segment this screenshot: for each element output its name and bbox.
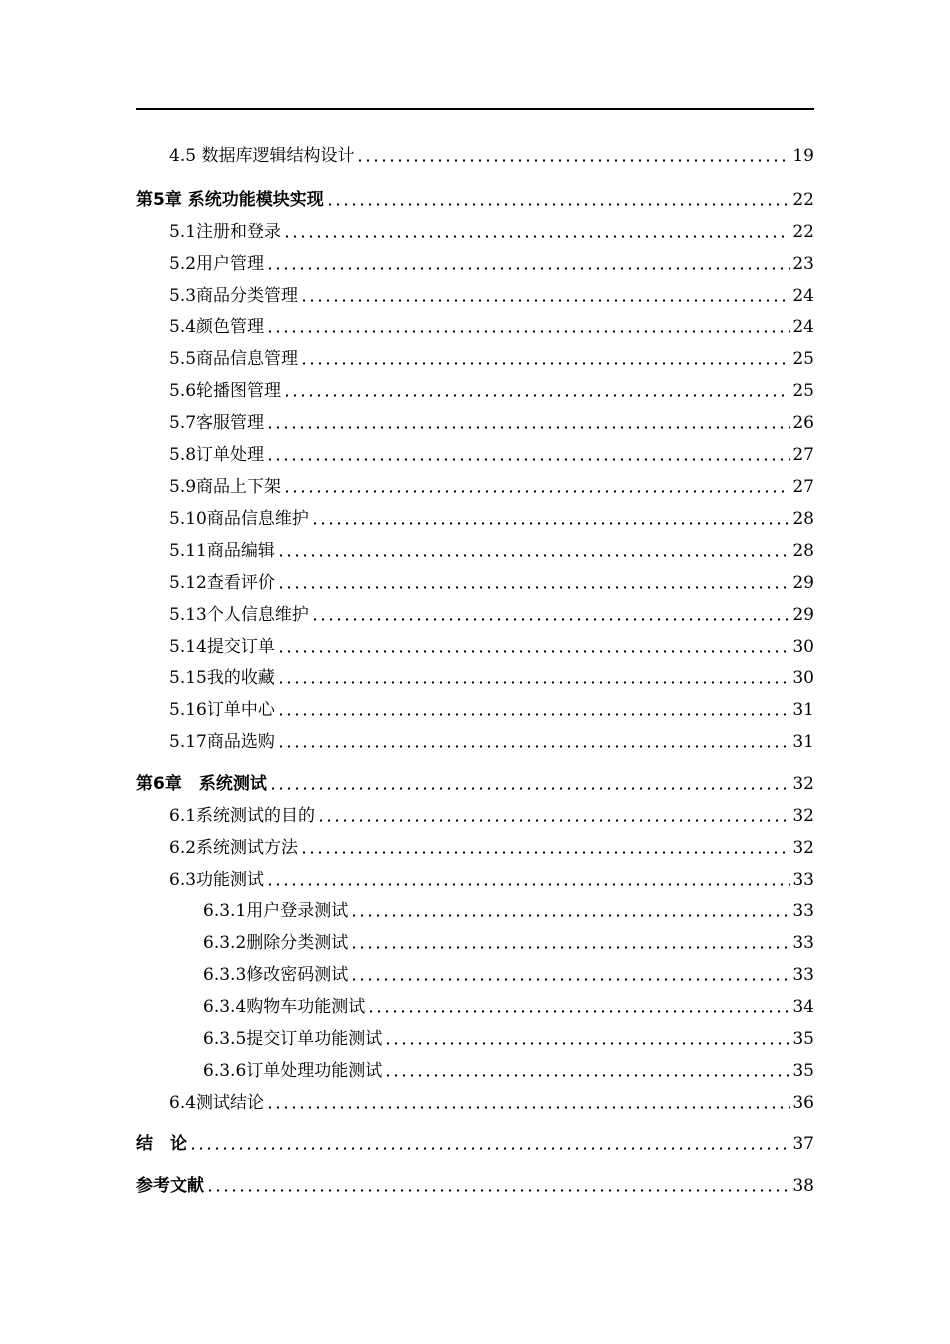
toc-entry[interactable] [136, 186, 814, 210]
toc-entry-page: 24 [792, 317, 814, 337]
toc-leader-dots [277, 586, 791, 589]
toc-entry[interactable] [136, 696, 814, 720]
toc-entry[interactable] [136, 897, 814, 921]
toc-entry[interactable] [136, 993, 814, 1017]
toc-entry-page: 27 [792, 445, 814, 465]
toc-entry-title: 6.3.5提交订单功能测试 [203, 1029, 383, 1049]
toc-leader-dots [266, 458, 790, 461]
toc-entry-page: 33 [792, 901, 814, 921]
toc-entry-title: 第5章 系统功能模块实现 [136, 190, 324, 210]
toc-entry[interactable] [136, 770, 814, 794]
toc-entry-title: 6.3.6订单处理功能测试 [203, 1061, 383, 1081]
toc-entry-page: 22 [792, 222, 814, 242]
toc-leader-dots [384, 1074, 790, 1077]
toc-entry-title: 5.6轮播图管理 [169, 381, 282, 401]
toc-leader-dots [300, 851, 790, 854]
toc-entry-page: 23 [792, 254, 814, 274]
toc-entry-title: 5.12查看评价 [169, 573, 275, 593]
toc-entry[interactable] [136, 473, 814, 497]
toc-entry-title: 6.3.2删除分类测试 [203, 933, 349, 953]
toc-entry-title: 5.3商品分类管理 [169, 286, 299, 306]
toc-entry[interactable] [136, 961, 814, 985]
toc-leader-dots [326, 203, 791, 206]
toc-entry-title: 5.5商品信息管理 [169, 349, 299, 369]
toc-entry[interactable] [136, 1057, 814, 1081]
toc-leader-dots [283, 394, 790, 397]
toc-entry[interactable] [136, 1025, 814, 1049]
toc-entry-title: 5.9商品上下架 [169, 477, 282, 497]
toc-entry-page: 35 [792, 1029, 814, 1049]
toc-leader-dots [277, 713, 791, 716]
toc-entry[interactable] [136, 834, 814, 858]
toc-leader-dots [206, 1189, 790, 1192]
toc-entry[interactable] [136, 250, 814, 274]
toc-leader-dots [384, 1042, 790, 1045]
toc-entry-page: 32 [792, 806, 814, 826]
toc-entry-title: 6.3功能测试 [169, 870, 265, 890]
toc-leader-dots [277, 681, 791, 684]
toc-entry-title: 5.7客服管理 [169, 413, 265, 433]
toc-leader-dots [311, 618, 791, 621]
toc-entry-title: 5.10商品信息维护 [169, 509, 309, 529]
toc-entry-title: 5.15我的收藏 [169, 668, 275, 688]
toc-entry[interactable] [136, 345, 814, 369]
toc-entry-page: 31 [792, 732, 814, 752]
toc-entry[interactable] [136, 601, 814, 625]
toc-entry-page: 28 [792, 509, 814, 529]
toc-entry[interactable] [136, 1089, 814, 1113]
toc-entry-title: 5.1注册和登录 [169, 222, 282, 242]
toc-leader-dots [283, 235, 790, 238]
toc-entry-title: 5.8订单处理 [169, 445, 265, 465]
toc-entry[interactable] [136, 569, 814, 593]
toc-entry-title: 6.4测试结论 [169, 1093, 265, 1113]
toc-entry-page: 29 [792, 605, 814, 625]
toc-entry[interactable] [136, 142, 814, 166]
toc-leader-dots [350, 914, 790, 917]
toc-entry[interactable] [136, 505, 814, 529]
toc-entry-title: 5.11商品编辑 [169, 541, 275, 561]
toc-entry-title: 5.17商品选购 [169, 732, 275, 752]
toc-entry-page: 33 [792, 870, 814, 890]
toc-leader-dots [367, 1010, 790, 1013]
toc-entry-page: 38 [792, 1176, 814, 1196]
toc-entry[interactable] [136, 409, 814, 433]
toc-entry-title: 5.13个人信息维护 [169, 605, 309, 625]
toc-entry-page: 33 [792, 933, 814, 953]
toc-entry-page: 30 [792, 668, 814, 688]
toc-leader-dots [266, 1106, 790, 1109]
toc-leader-dots [311, 522, 791, 525]
toc-leader-dots [189, 1147, 790, 1150]
toc-entry-page: 27 [792, 477, 814, 497]
toc-entry[interactable] [136, 929, 814, 953]
toc-entry-title: 6.2系统测试方法 [169, 838, 299, 858]
toc-leader-dots [266, 426, 790, 429]
toc-leader-dots [283, 490, 790, 493]
toc-leader-dots [300, 362, 790, 365]
toc-entry[interactable] [136, 866, 814, 890]
toc-leader-dots [356, 159, 790, 162]
toc-entry-title: 5.2用户管理 [169, 254, 265, 274]
toc-entry-page: 30 [792, 637, 814, 657]
table-of-contents [136, 0, 814, 1344]
toc-entry[interactable] [136, 282, 814, 306]
toc-entry-title: 6.3.3修改密码测试 [203, 965, 349, 985]
toc-entry-title: 6.1系统测试的目的 [169, 806, 316, 826]
toc-leader-dots [277, 745, 791, 748]
toc-leader-dots [277, 650, 791, 653]
toc-entry-title: 5.16订单中心 [169, 700, 275, 720]
toc-entry-page: 33 [792, 965, 814, 985]
toc-leader-dots [266, 267, 790, 270]
toc-entry[interactable] [136, 537, 814, 561]
toc-entry-page: 25 [792, 381, 814, 401]
toc-entry-title: 参考文献 [136, 1176, 204, 1196]
toc-entry-page: 28 [792, 541, 814, 561]
toc-entry-page: 36 [792, 1093, 814, 1113]
toc-entry-page: 26 [792, 413, 814, 433]
toc-leader-dots [269, 787, 791, 790]
toc-leader-dots [350, 978, 790, 981]
toc-entry[interactable] [136, 377, 814, 401]
toc-entry-title: 6.3.1用户登录测试 [203, 901, 349, 921]
toc-entry[interactable] [136, 441, 814, 465]
toc-entry-page: 34 [792, 997, 814, 1017]
toc-entry-title: 结 论 [136, 1134, 187, 1154]
toc-entry-page: 37 [792, 1134, 814, 1154]
toc-entry-title: 6.3.4购物车功能测试 [203, 997, 366, 1017]
toc-entry-page: 32 [792, 838, 814, 858]
toc-leader-dots [350, 946, 790, 949]
toc-leader-dots [266, 883, 790, 886]
toc-entry-page: 25 [792, 349, 814, 369]
toc-entry[interactable] [136, 313, 814, 337]
toc-entry-page: 31 [792, 700, 814, 720]
toc-leader-dots [300, 299, 790, 302]
toc-entry-page: 24 [792, 286, 814, 306]
toc-entry-page: 22 [792, 190, 814, 210]
toc-entry-title: 第6章 系统测试 [136, 774, 267, 794]
toc-entry[interactable] [136, 802, 814, 826]
toc-leader-dots [277, 554, 791, 557]
toc-entry-page: 29 [792, 573, 814, 593]
toc-entry-page: 32 [792, 774, 814, 794]
toc-entry[interactable] [136, 633, 814, 657]
toc-entry-title: 5.14提交订单 [169, 637, 275, 657]
toc-entry[interactable] [136, 218, 814, 242]
toc-entry-page: 19 [792, 146, 814, 166]
toc-entry[interactable] [136, 664, 814, 688]
toc-entry-title: 4.5 数据库逻辑结构设计 [169, 146, 355, 166]
toc-entry[interactable] [136, 1172, 814, 1196]
toc-entry-title: 5.4颜色管理 [169, 317, 265, 337]
toc-leader-dots [317, 819, 790, 822]
toc-entry-page: 35 [792, 1061, 814, 1081]
toc-entry[interactable] [136, 728, 814, 752]
toc-entry[interactable] [136, 1130, 814, 1154]
toc-leader-dots [266, 330, 790, 333]
